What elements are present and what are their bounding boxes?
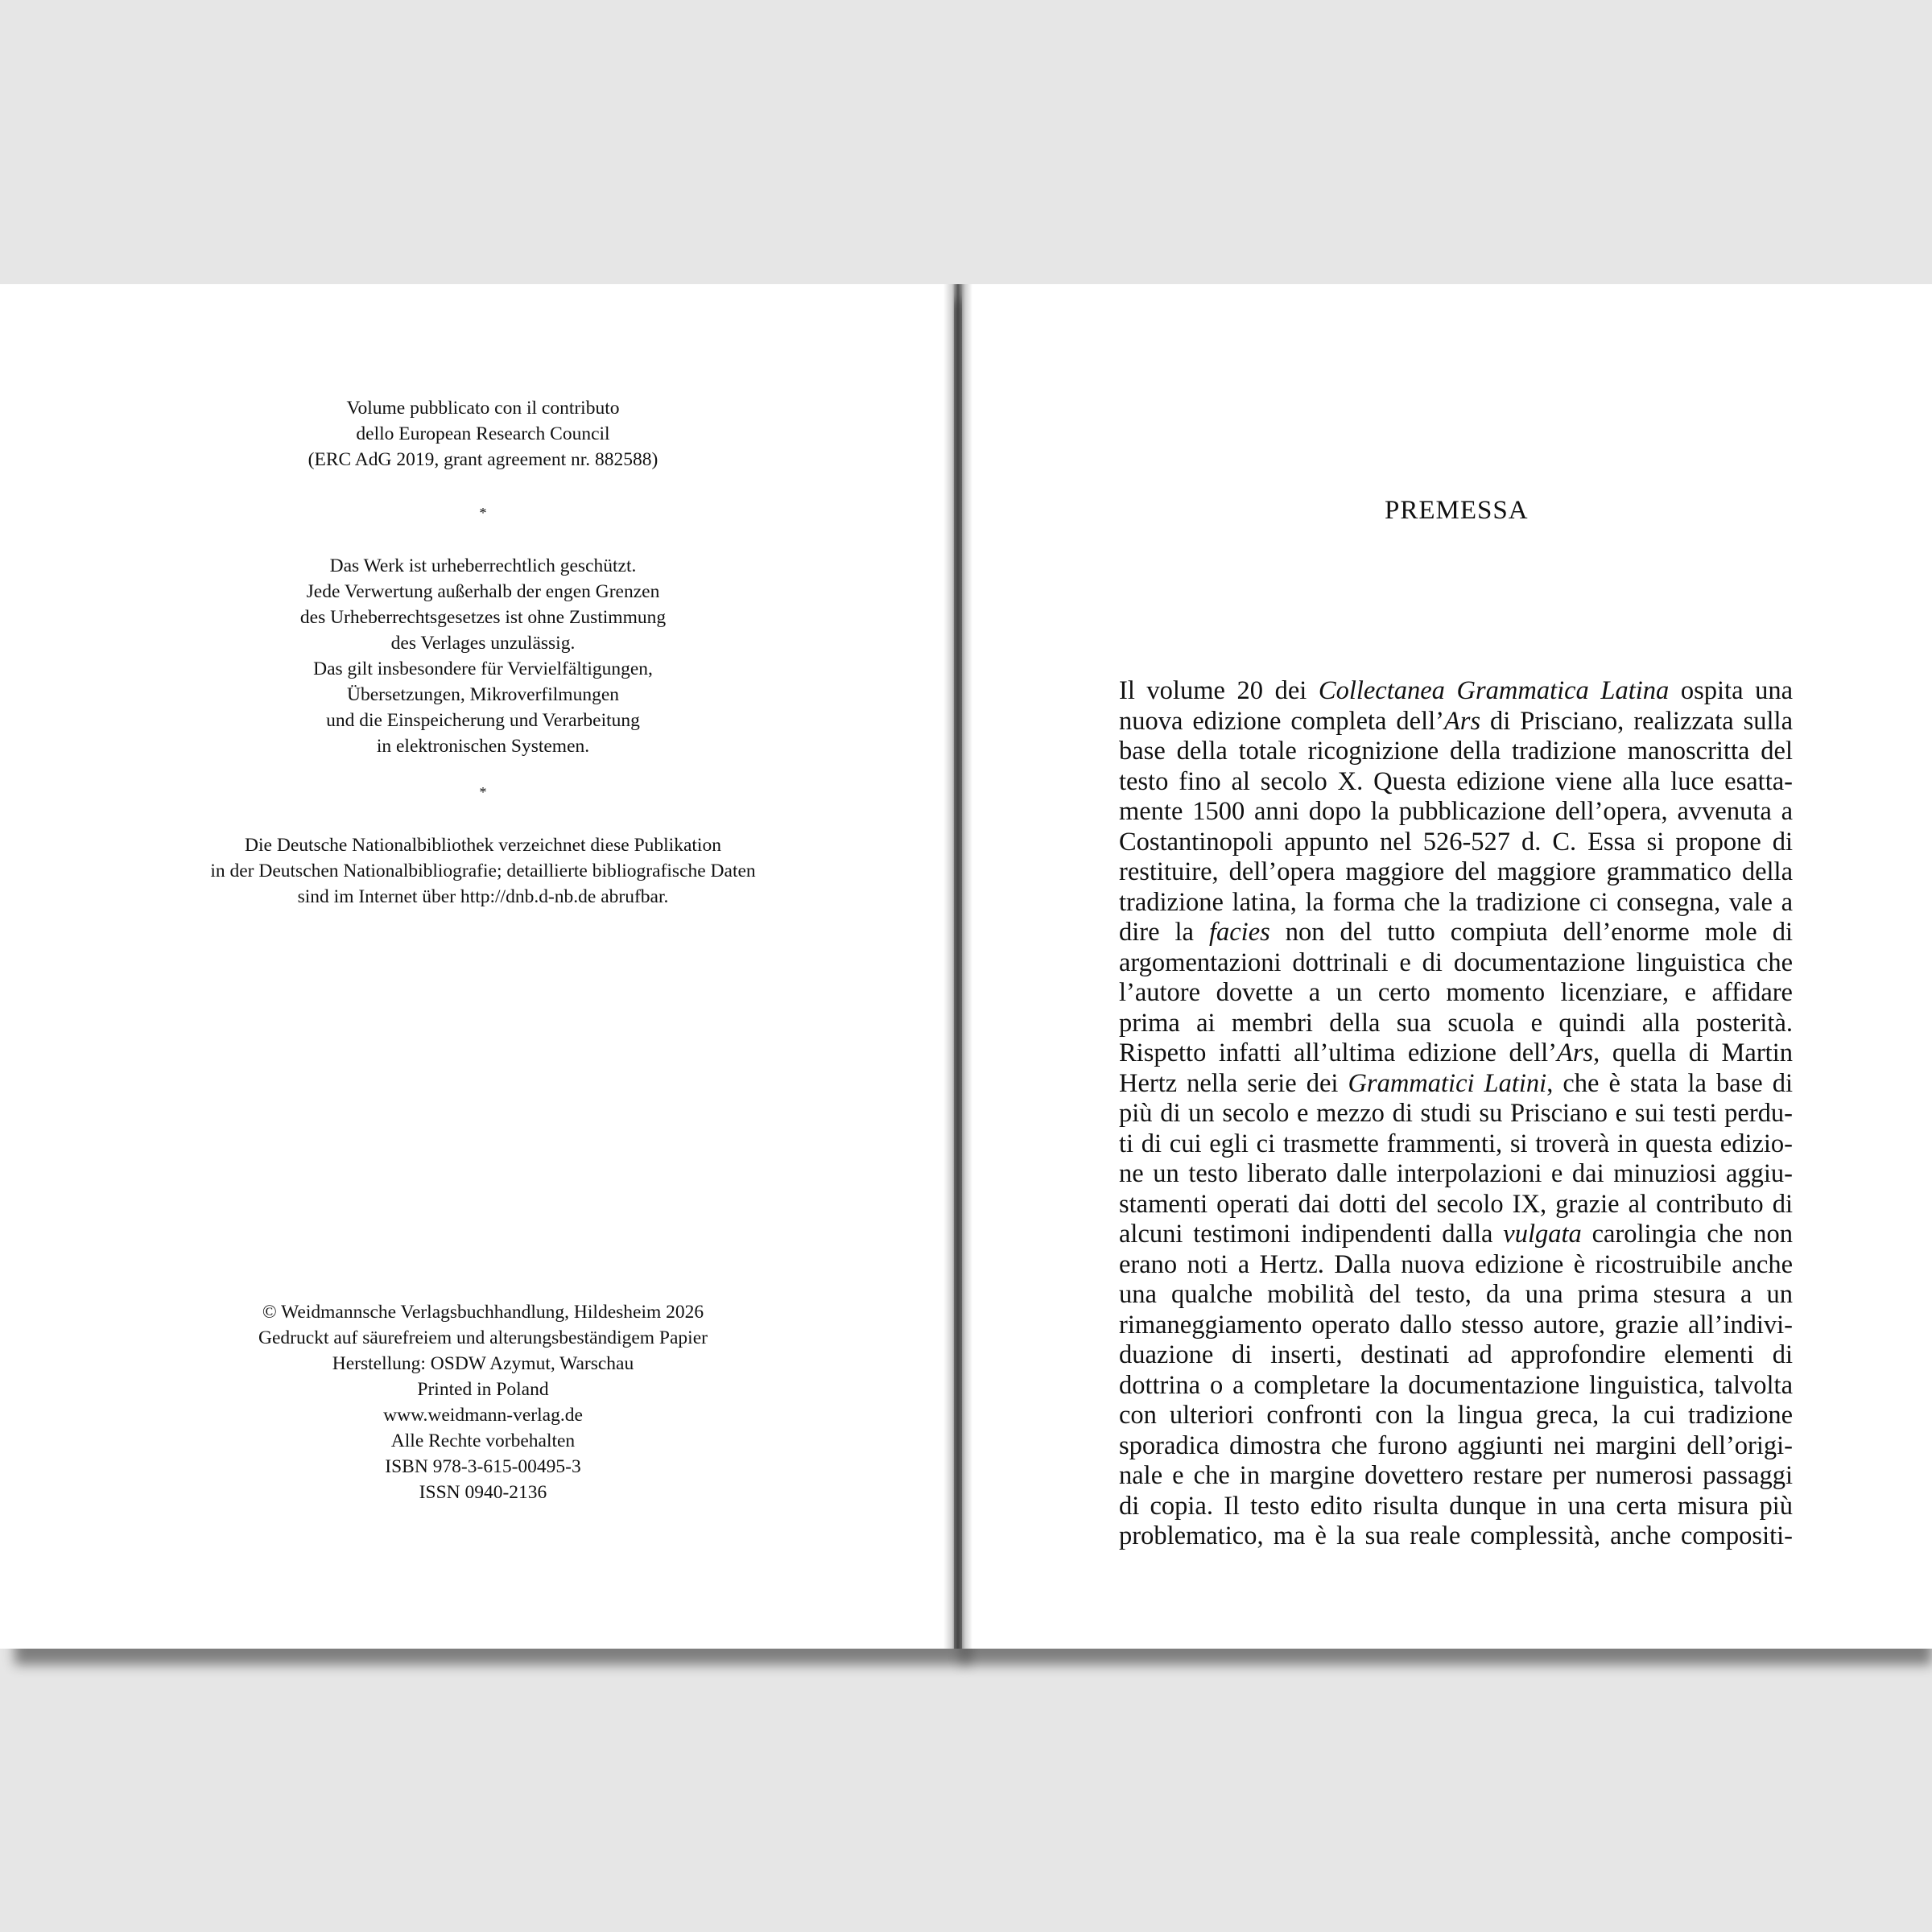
body-text-segment: duazione di inserti, destinati ad approfondire elementi di <box>1119 1340 1793 1369</box>
copyright-line: des Urheberrechtsgesetzes ist ohne Zustimmung <box>299 607 667 628</box>
body-line <box>1119 1492 1793 1522</box>
body-text-segment: ti di cui egli ci trasmette frammenti, si troverà in questa edizio- <box>1119 1129 1793 1158</box>
body-text-segment: , che è stata la base di <box>1546 1068 1793 1098</box>
body-text-segment: dottrina o a completare la documentazione linguistica, talvolta <box>1119 1370 1793 1400</box>
body-text-segment: problematico, ma è la sua reale complessità, anche compositi- <box>1119 1521 1793 1550</box>
body-line <box>1119 1521 1793 1552</box>
body-text-segment: una qualche mobilità del testo, da una prima stesura a un <box>1119 1280 1793 1309</box>
italic-title: Grammatici Latini <box>1348 1068 1547 1098</box>
body-line <box>1119 1038 1793 1069</box>
body-text-segment: Hertz nella serie dei <box>1119 1068 1348 1098</box>
colophon-line: Printed in Poland <box>417 1379 549 1400</box>
body-line <box>1119 1311 1793 1341</box>
separator-star: * <box>479 784 487 800</box>
body-line <box>1119 767 1793 798</box>
body-line <box>1119 707 1793 737</box>
body-line <box>1119 1069 1793 1100</box>
body-line <box>1119 828 1793 858</box>
body-text-segment: ne un testo liberato dalle interpolazioni e dai minuziosi aggiu- <box>1119 1159 1793 1188</box>
body-line <box>1119 857 1793 888</box>
body-text-segment: Il volume 20 dei <box>1119 676 1319 705</box>
body-text-segment: di Prisciano, realizzata sulla <box>1480 706 1793 736</box>
colophon-line: Herstellung: OSDW Azymut, Warschau <box>332 1353 634 1374</box>
body-line <box>1119 888 1793 919</box>
body-text-segment: l’autore dovette a un certo momento licenziare, e affidare <box>1119 978 1793 1007</box>
italic-title: vulgata <box>1503 1220 1582 1249</box>
body-line <box>1119 737 1793 767</box>
body-text-segment: non del tutto compiuta dell’enorme mole di <box>1269 918 1793 947</box>
colophon-line: www.weidmann-verlag.de <box>383 1405 583 1426</box>
body-text-segment: base della totale ricognizione della tradizione manoscritta del <box>1119 737 1793 766</box>
body-text-segment: testo fino al secolo X. Questa edizione viene alla luce esatta- <box>1119 766 1793 796</box>
copyright-line: Übersetzungen, Mikroverfilmungen <box>346 684 620 705</box>
copyright-notice <box>0 553 966 759</box>
italic-title: facies <box>1208 918 1270 947</box>
body-text-segment: stamenti operati dai dotti del secolo IX, grazie al contributo di <box>1119 1189 1793 1219</box>
copyright-line: Jede Verwertung außerhalb der engen Grenzen <box>306 581 660 602</box>
body-text-segment: rimaneggiamento operato dallo stesso autore, grazie all’indivi- <box>1119 1310 1793 1340</box>
body-text-segment: Costantinopoli appunto nel 526-527 d. C. Essa si propone di <box>1119 827 1793 857</box>
dnb-line: in der Deutschen Nationalbibliografie; detaillierte bibliografische Daten <box>210 861 756 881</box>
italic-title: Collectanea Grammatica Latina <box>1318 676 1670 705</box>
body-line <box>1119 1401 1793 1431</box>
body-line <box>1119 1280 1793 1311</box>
dnb-line: Die Deutsche Nationalbibliothek verzeichnet diese Publikation <box>245 835 721 856</box>
copyright-line: des Verlages unzulässig. <box>390 633 576 654</box>
colophon-line: Gedruckt auf säurefreiem und alterungsbeständigem Papier <box>258 1327 708 1348</box>
body-line <box>1119 1009 1793 1039</box>
colophon-line: Alle Rechte vorbehalten <box>390 1430 576 1451</box>
body-text-segment: Rispetto infatti all’ultima edizione dell’ <box>1119 1038 1558 1067</box>
body-line <box>1119 1159 1793 1190</box>
body-text-segment: prima ai membri della sua scuola e quindi alla posterità. <box>1119 1008 1793 1038</box>
body-line <box>1119 978 1793 1009</box>
body-line <box>1119 948 1793 979</box>
body-text-segment: nale e che in margine dovettero restare per numerosi passaggi <box>1119 1461 1793 1490</box>
body-line <box>1119 1190 1793 1220</box>
body-text-segment: alcuni testimoni indipendenti dalla <box>1119 1220 1504 1249</box>
premessa-body <box>1119 676 1793 1552</box>
body-text-segment: ospita una <box>1669 676 1794 705</box>
body-text-segment: con ulteriori confronti con la lingua greca, la cui tradizione <box>1119 1401 1793 1430</box>
body-text-segment: più di un secolo e mezzo di studi su Prisciano e sui testi perdu- <box>1119 1099 1793 1128</box>
body-line <box>1119 918 1793 948</box>
body-line <box>1119 1461 1793 1492</box>
body-text-segment: di copia. Il testo edito risulta dunque in una certa misura più <box>1119 1491 1793 1521</box>
body-line <box>1119 1340 1793 1371</box>
copyright-line: Das Werk ist urheberrechtlich geschützt. <box>329 555 637 576</box>
body-line <box>1119 1250 1793 1281</box>
funding-line: Volume pubblicato con il contributo <box>346 398 620 419</box>
colophon-line: ISSN 0940-2136 <box>419 1482 547 1503</box>
funding-notice <box>0 395 966 473</box>
body-line <box>1119 676 1793 707</box>
body-line <box>1119 1220 1793 1250</box>
body-text-segment: nuova edizione completa dell’ <box>1119 706 1444 736</box>
copyright-line: Das gilt insbesondere für Vervielfältigungen, <box>313 658 653 679</box>
body-text-segment: dire la <box>1119 918 1209 947</box>
body-text-segment: tradizione latina, la forma che la tradizione ci consegna, vale a <box>1119 887 1793 917</box>
body-line <box>1119 1099 1793 1129</box>
colophon-line: ISBN 978-3-615-00495-3 <box>385 1456 581 1477</box>
colophon <box>0 1299 966 1505</box>
body-line <box>1119 797 1793 828</box>
copyright-line: in elektronischen Systemen. <box>376 736 590 757</box>
funding-line: dello European Research Council <box>356 423 610 444</box>
page-title: PREMESSA <box>1385 496 1529 525</box>
body-text-segment: erano noti a Hertz. Dalla nuova edizione è ricostruibile anche <box>1119 1249 1793 1279</box>
dnb-notice <box>0 832 966 910</box>
body-text-segment: mente 1500 anni dopo la pubblicazione dell’opera, avvenuta a <box>1119 797 1793 826</box>
body-line <box>1119 1129 1793 1160</box>
body-line <box>1119 1431 1793 1462</box>
italic-title: Ars <box>1557 1038 1594 1067</box>
body-text-segment: , quella di Martin <box>1593 1038 1793 1067</box>
body-text-segment: sporadica dimostra che furono aggiunti nei margini dell’origi- <box>1119 1430 1793 1460</box>
colophon-line: © Weidmannsche Verlagsbuchhandlung, Hildesheim 2026 <box>262 1302 704 1323</box>
body-text-segment: restituire, dell’opera maggiore del maggiore grammatico della <box>1119 857 1793 886</box>
body-line <box>1119 1371 1793 1402</box>
body-text-segment: carolingia che non <box>1581 1220 1793 1249</box>
copyright-line: und die Einspeicherung und Verarbeitung <box>326 710 640 731</box>
funding-line: (ERC AdG 2019, grant agreement nr. 882588) <box>308 449 658 470</box>
italic-title: Ars <box>1443 706 1481 736</box>
dnb-line: sind im Internet über http://dnb.d-nb.de abrufbar. <box>297 886 669 907</box>
separator-star: * <box>479 505 487 521</box>
body-text-segment: argomentazioni dottrinali e di documentazione linguistica che <box>1119 947 1793 977</box>
